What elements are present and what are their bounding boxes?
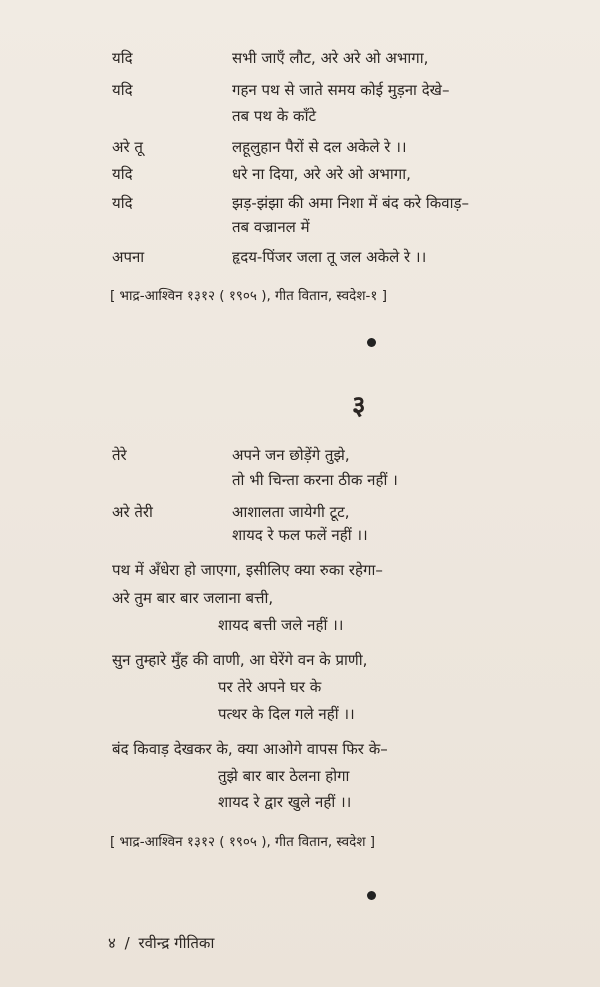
- verse-line: अरे तुम बार बार जलाना बत्ती,: [112, 589, 274, 607]
- verse-line: झड़-झंझा की अमा निशा में बंद करे किवाड़–: [232, 194, 470, 212]
- verse-line: हृदय-पिंजर जला तू जल अकेले रे ।।: [232, 248, 427, 266]
- verse-line: तब वज्रानल में: [232, 218, 310, 236]
- section-divider-dot: [367, 891, 376, 900]
- verse-label: अरे तू: [112, 138, 143, 156]
- verse-line: तो भी चिन्ता करना ठीक नहीं ।: [232, 471, 398, 489]
- verse-line: पर तेरे अपने घर के: [218, 678, 322, 696]
- verse-line: पथ में अँधेरा हो जाएगा, इसीलिए क्या रुका रहेगा–: [112, 561, 383, 579]
- verse-label: यदि: [112, 194, 133, 212]
- verse-line: बंद किवाड़ देखकर के, क्या आओगे वापस फिर के–: [112, 740, 388, 758]
- verse-line: तब पथ के काँटे: [232, 107, 317, 125]
- page-number: ४: [108, 934, 116, 952]
- verse-line: शायद रे द्वार खुले नहीं ।।: [218, 793, 352, 811]
- verse-line: शायद बत्ती जले नहीं ।।: [218, 616, 344, 634]
- section-number: ३: [352, 391, 366, 421]
- footer-separator: /: [124, 934, 130, 952]
- verse-line: आशालता जायेगी टूट,: [232, 503, 350, 521]
- verse-label: यदि: [112, 81, 133, 99]
- citation: [ भाद्र-आश्विन १३१२ ( १९०५ ), गीत वितान, स्वदेश ]: [110, 834, 376, 850]
- verse-line: सभी जाएँ लौट, अरे अरे ओ अभागा,: [232, 49, 429, 67]
- verse-line: धरे ना दिया, अरे अरे ओ अभागा,: [232, 165, 411, 183]
- verse-line: गहन पथ से जाते समय कोई मुड़ना देखे–: [232, 81, 450, 99]
- book-title: रवीन्द्र गीतिका: [138, 934, 215, 952]
- section-divider-dot: [367, 338, 376, 347]
- verse-label: यदि: [112, 49, 133, 67]
- verse-line: सुन तुम्हारे मुँह की वाणी, आ घेरेंगे वन के प्राणी,: [112, 651, 368, 669]
- page-footer: [108, 932, 214, 954]
- verse-label: यदि: [112, 165, 133, 183]
- verse-line: लहूलुहान पैरों से दल अकेले रे ।।: [232, 138, 407, 156]
- verse-line: पत्थर के दिल गले नहीं ।।: [218, 705, 355, 723]
- verse-label: अपना: [112, 248, 145, 266]
- verse-line: तुझे बार बार ठेलना होगा: [218, 767, 350, 785]
- citation: [ भाद्र-आश्विन १३१२ ( १९०५ ), गीत वितान, स्वदेश-१ ]: [110, 288, 387, 304]
- verse-label: अरे तेरी: [112, 503, 153, 521]
- verse-label: तेरे: [112, 446, 127, 464]
- verse-line: शायद रे फल फलें नहीं ।।: [232, 526, 368, 544]
- verse-line: अपने जन छोड़ेंगे तुझे,: [232, 446, 350, 464]
